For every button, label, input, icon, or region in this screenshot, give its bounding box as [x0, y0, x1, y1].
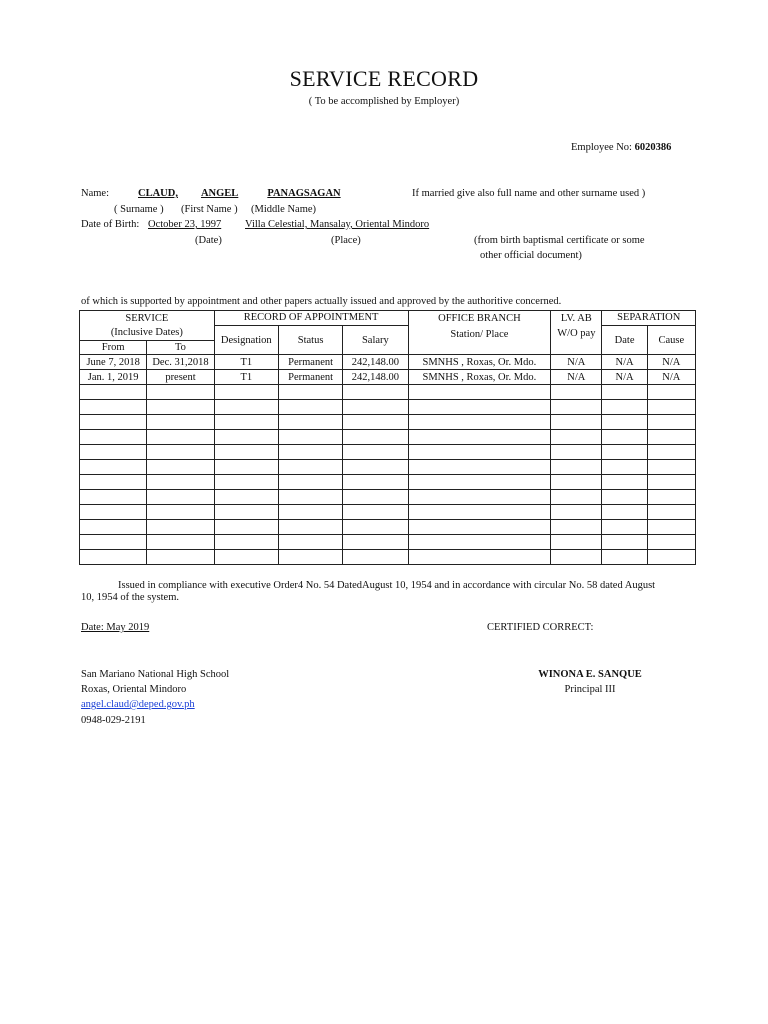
name-value	[119, 188, 359, 201]
birth-place-value: Villa Celestial, Mansalay, Oriental Mindoro	[245, 219, 430, 230]
cell-to: Dec. 31,2018	[147, 355, 214, 370]
surname-caption: ( Surname )	[114, 204, 164, 215]
dob-value: October 23, 1997	[148, 219, 222, 230]
cell-from: June 7, 2018	[80, 355, 147, 370]
empty-table-row	[80, 475, 696, 490]
intro-text: of which is supported by appointment and other papers actually issued and approved by the authoritive concerned.	[81, 296, 562, 307]
cell-separation-date: N/A	[602, 355, 647, 370]
salary-header: Salary	[343, 326, 408, 355]
empty-table-row	[80, 490, 696, 505]
service-header: SERVICE	[80, 311, 215, 326]
first-name-value: ANGEL	[200, 188, 239, 199]
cell-status: Permanent	[278, 370, 342, 385]
empty-table-row	[80, 550, 696, 565]
school-name: San Mariano National High School	[81, 669, 230, 680]
first-name-caption: (First Name )	[181, 204, 238, 215]
signatory-position: Principal III	[564, 684, 616, 695]
middle-name-value: PANAGSAGAN	[267, 188, 341, 199]
cell-salary: 242,148.00	[343, 355, 408, 370]
record-date: Date: May 2019	[81, 622, 150, 633]
empty-table-row	[80, 535, 696, 550]
phone-number: 0948-029-2191	[81, 715, 146, 726]
cell-to: present	[147, 370, 214, 385]
cell-salary: 242,148.00	[343, 370, 408, 385]
office-header	[408, 311, 551, 355]
cell-lvab: N/A	[551, 370, 602, 385]
separation-date-header: Date	[602, 326, 647, 355]
source-note-1: (from birth baptismal certificate or some	[474, 235, 645, 246]
empty-table-row	[80, 505, 696, 520]
designation-header: Designation	[214, 326, 278, 355]
empty-table-row	[80, 460, 696, 475]
place-caption: (Place)	[331, 235, 361, 246]
source-note-2: other official document)	[480, 250, 582, 261]
signatory-name: WINONA E. SANQUE	[538, 669, 642, 680]
document-title: SERVICE RECORD	[289, 66, 479, 91]
office-branch-label: OFFICE BRANCH	[438, 313, 521, 324]
separation-cause-header: Cause	[647, 326, 695, 355]
employee-number: 6020386	[634, 142, 672, 153]
married-note: If married give also full name and other surname used )	[412, 188, 646, 199]
cell-separation-cause: N/A	[647, 355, 695, 370]
cell-designation: T1	[214, 370, 278, 385]
record-of-appointment-header: RECORD OF APPOINTMENT	[214, 311, 408, 326]
date-caption: (Date)	[195, 235, 222, 246]
dob-label: Date of Birth:	[81, 219, 140, 230]
from-header: From	[80, 341, 147, 355]
cell-separation-date: N/A	[602, 370, 647, 385]
station-place-label: Station/ Place	[450, 329, 509, 341]
school-address: Roxas, Oriental Mindoro	[81, 684, 187, 695]
service-record-table	[79, 310, 696, 565]
table-header-row-1	[80, 311, 696, 326]
cell-status: Permanent	[278, 355, 342, 370]
status-header: Status	[278, 326, 342, 355]
empty-table-row	[80, 385, 696, 400]
table-row	[80, 370, 696, 385]
cell-separation-cause: N/A	[647, 370, 695, 385]
empty-table-row	[80, 520, 696, 535]
compliance-line-1: Issued in compliance with executive Order4 No. 54 DatedAugust 10, 1954 and in accordance with circular No. 58 dated August	[118, 580, 656, 591]
cell-designation: T1	[214, 355, 278, 370]
name-label: Name:	[81, 188, 109, 199]
empty-table-row	[80, 400, 696, 415]
middle-name-caption: (Middle Name)	[251, 204, 317, 215]
cell-office: SMNHS , Roxas, Or. Mdo.	[408, 355, 551, 370]
cell-lvab: N/A	[551, 355, 602, 370]
empty-table-row	[80, 430, 696, 445]
employee-number-label: Employee No:	[571, 142, 632, 153]
leave-absence-header	[551, 311, 602, 355]
document-subtitle: ( To be accomplished by Employer)	[308, 96, 460, 107]
inclusive-dates-header: (Inclusive Dates)	[80, 326, 215, 341]
table-header-row-2	[80, 326, 696, 341]
email-link[interactable]: angel.claud@deped.gov.ph	[81, 699, 195, 710]
to-header: To	[147, 341, 214, 355]
lvab-label: LV. AB	[560, 313, 592, 324]
wopay-label: W/O pay	[557, 328, 596, 340]
table-row	[80, 355, 696, 370]
compliance-line-2: 10, 1954 of the system.	[81, 592, 179, 603]
empty-table-row	[80, 445, 696, 460]
surname-value: CLAUD,	[138, 188, 178, 199]
separation-header: SEPARATION	[602, 311, 696, 326]
cell-from: Jan. 1, 2019	[80, 370, 147, 385]
cell-office: SMNHS , Roxas, Or. Mdo.	[408, 370, 551, 385]
employee-number-line	[571, 142, 671, 155]
certified-correct: CERTIFIED CORRECT:	[487, 622, 594, 633]
empty-table-row	[80, 415, 696, 430]
